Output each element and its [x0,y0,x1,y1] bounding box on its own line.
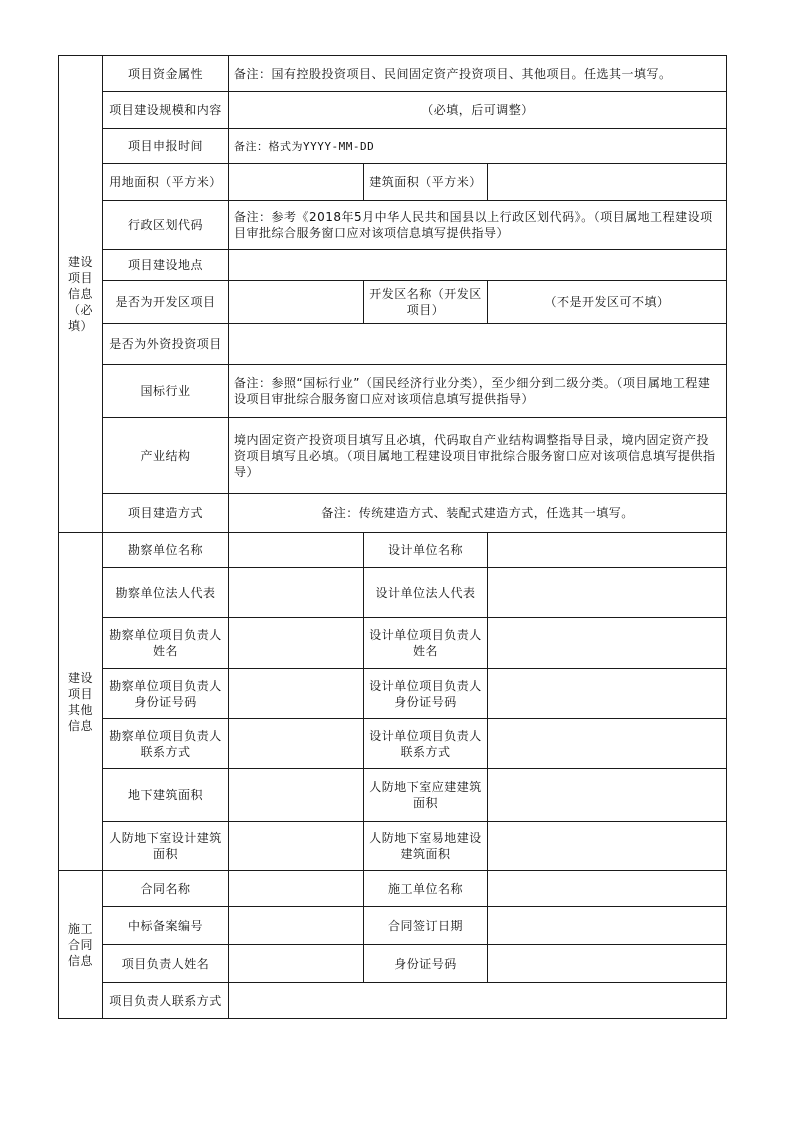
row-civil-def [59,822,727,871]
fund-attr-label: 项目资金属性 [103,56,229,92]
civil-design-label: 人防地下室设计建筑面积 [103,822,229,871]
bid-no-field[interactable] [229,907,364,945]
construction-unit-field[interactable] [488,871,727,907]
contract-date-field[interactable] [488,907,727,945]
location-label: 项目建设地点 [103,250,229,281]
civil-design-field[interactable] [229,822,364,871]
design-contact-label: 设计单位项目负责人联系方式 [364,719,488,769]
civil-offsite-field[interactable] [488,822,727,871]
section-build-info: 建设项目信息（必填） [59,56,103,533]
civil-offsite-label: 人防地下室易地建设建筑面积 [364,822,488,871]
survey-id-label: 勘察单位项目负责人身份证号码 [103,669,229,719]
row-land-area [59,164,727,201]
bid-no-label: 中标备案编号 [103,907,229,945]
design-contact-field[interactable] [488,719,727,769]
pm-contact-label: 项目负责人联系方式 [103,983,229,1019]
civil-required-label: 人防地下室应建建筑面积 [364,769,488,822]
design-id-field[interactable] [488,669,727,719]
land-area-label: 用地面积（平方米） [103,164,229,201]
row-declare-time [59,129,727,164]
land-area-field[interactable] [229,164,364,201]
foreign-label: 是否为外资投资项目 [103,324,229,365]
survey-legal-field[interactable] [229,568,364,618]
row-dev-zone [59,281,727,324]
construction-unit-label: 施工单位名称 [364,871,488,907]
civil-required-field[interactable] [488,769,727,822]
building-area-label: 建筑面积（平方米） [364,164,488,201]
survey-name-label: 勘察单位名称 [103,533,229,568]
fund-attr-value[interactable]: 备注：国有控股投资项目、民间固定资产投资项目、其他项目。任选其一填写。 [229,56,727,92]
pm-id-field[interactable] [488,945,727,983]
build-mode-label: 项目建造方式 [103,494,229,533]
section-other-info: 建设项目其他信息 [59,533,103,871]
declare-time-value[interactable] [229,129,727,164]
row-scale [59,92,727,129]
row-fund-attr [59,56,727,92]
dev-zone-field[interactable] [229,281,364,324]
row-underground [59,769,727,822]
survey-pm-label: 勘察单位项目负责人姓名 [103,618,229,669]
design-name-label: 设计单位名称 [364,533,488,568]
row-build-mode [59,494,727,533]
row-survey-pm [59,618,727,669]
row-pm-name [59,945,727,983]
dev-zone-name-value[interactable]: （不是开发区可不填） [488,281,727,324]
contract-date-label: 合同签订日期 [364,907,488,945]
design-legal-field[interactable] [488,568,727,618]
survey-pm-field[interactable] [229,618,364,669]
row-location [59,250,727,281]
survey-contact-label: 勘察单位项目负责人联系方式 [103,719,229,769]
row-bid-no [59,907,727,945]
row-structure [59,418,727,494]
section-construction-info: 施工合同信息 [59,871,103,1019]
contract-name-field[interactable] [229,871,364,907]
pm-name-label: 项目负责人姓名 [103,945,229,983]
scale-label: 项目建设规模和内容 [103,92,229,129]
row-survey-contact [59,719,727,769]
design-pm-field[interactable] [488,618,727,669]
structure-label: 产业结构 [103,418,229,494]
foreign-field[interactable] [229,324,727,365]
row-survey-legal [59,568,727,618]
survey-legal-label: 勘察单位法人代表 [103,568,229,618]
row-contract [59,871,727,907]
building-area-field[interactable] [488,164,727,201]
declare-time-note: 备注：格式为YYYY-MM-DD [234,139,375,153]
survey-id-field[interactable] [229,669,364,719]
build-mode-value[interactable]: 备注：传统建造方式、装配式建造方式，任选其一填写。 [229,494,727,533]
underground-label: 地下建筑面积 [103,769,229,822]
dev-zone-label: 是否为开发区项目 [103,281,229,324]
underground-field[interactable] [229,769,364,822]
dev-zone-name-label: 开发区名称（开发区项目） [364,281,488,324]
survey-contact-field[interactable] [229,719,364,769]
pm-contact-field[interactable] [229,983,727,1019]
admin-code-value[interactable]: 备注：参考《2018年5月中华人民共和国县以上行政区划代码》。（项目属地工程建设项目审批综合服务窗口应对该项信息填写提供指导） [229,201,727,250]
design-id-label: 设计单位项目负责人身份证号码 [364,669,488,719]
project-info-table [58,55,727,1019]
row-foreign [59,324,727,365]
row-pm-contact [59,983,727,1019]
admin-code-label: 行政区划代码 [103,201,229,250]
design-name-field[interactable] [488,533,727,568]
pm-id-label: 身份证号码 [364,945,488,983]
contract-name-label: 合同名称 [103,871,229,907]
design-legal-label: 设计单位法人代表 [364,568,488,618]
scale-value[interactable]: （必填，后可调整） [229,92,727,129]
declare-time-label: 项目申报时间 [103,129,229,164]
pm-name-field[interactable] [229,945,364,983]
structure-value[interactable]: 境内固定资产投资项目填写且必填，代码取自产业结构调整指导目录，境内固定资产投资项目填写且必填。（项目属地工程建设项目审批综合服务窗口应对该项信息填写提供指导） [229,418,727,494]
location-field[interactable] [229,250,727,281]
design-pm-label: 设计单位项目负责人姓名 [364,618,488,669]
row-survey-name [59,533,727,568]
industry-value[interactable]: 备注：参照“国标行业”（国民经济行业分类），至少细分到二级分类。（项目属地工程建设项目审批综合服务窗口应对该项信息填写提供指导） [229,365,727,418]
row-survey-id [59,669,727,719]
industry-label: 国标行业 [103,365,229,418]
row-industry [59,365,727,418]
survey-name-field[interactable] [229,533,364,568]
row-admin-code [59,201,727,250]
